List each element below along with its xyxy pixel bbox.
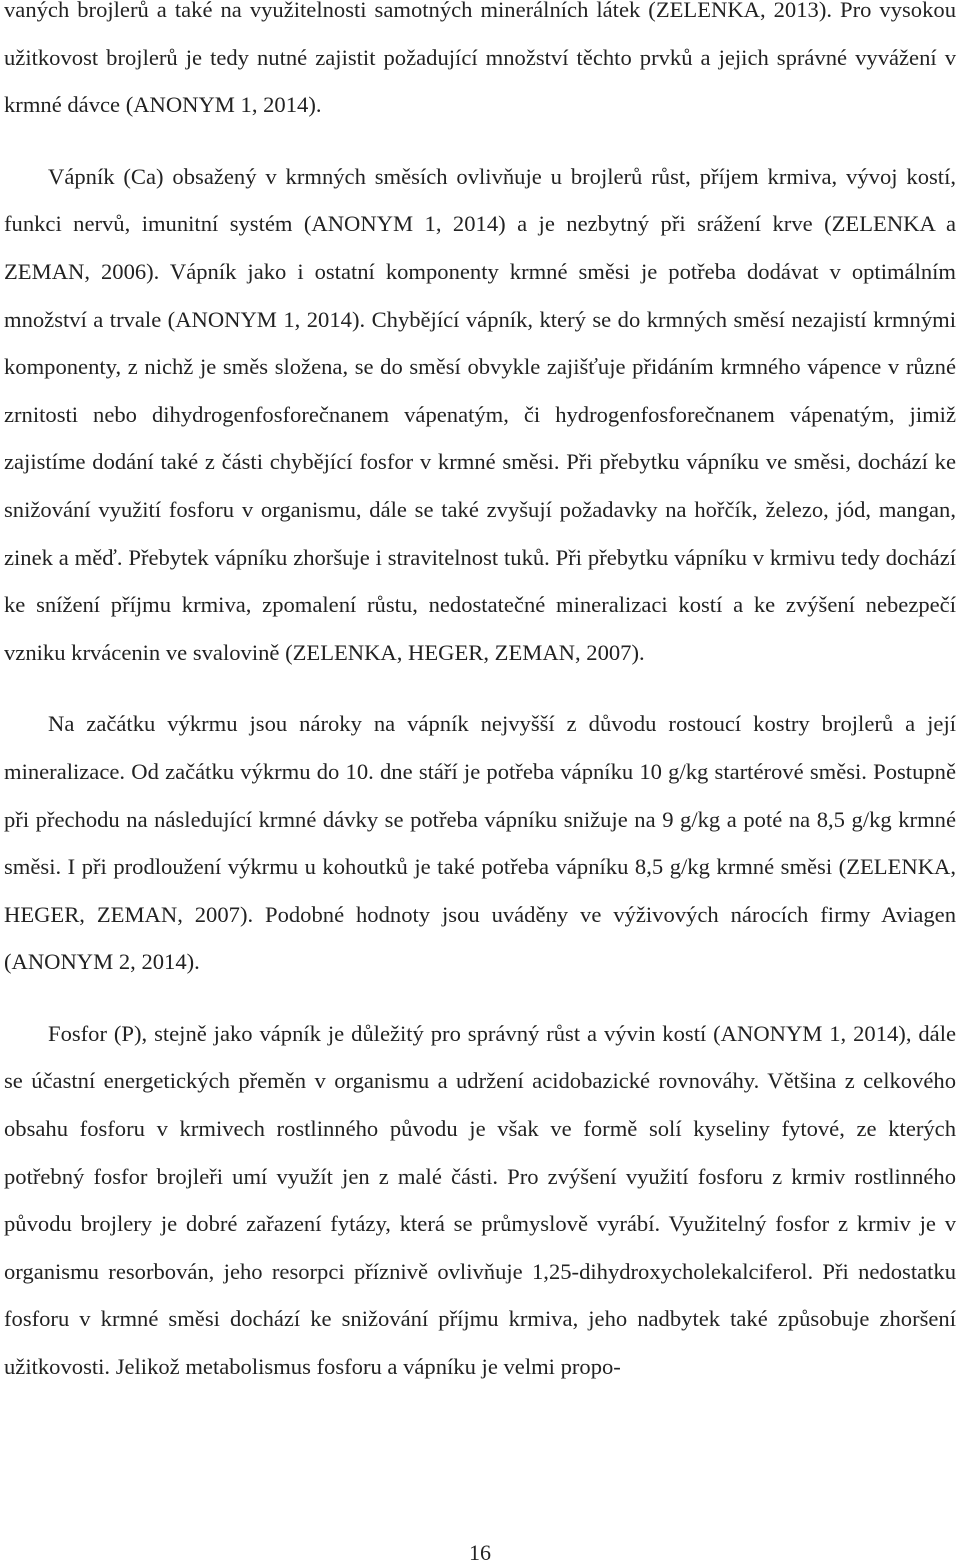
paragraph-phosphorus: Fosfor (P), stejně jako vápník je důležitý pro správný růst a vývin kostí (ANONYM 1, 2014), dále se účastní energetických přeměn v organismu a udržení acidobazické rovnováhy. Většina z celkového obsahu fosforu v krmivech rostlinného původu je však ve formě solí kyseliny fytové, ze kterých potřebný fosfor brojleři umí využít jen z malé části. Pro zvýšení využití fosforu z krmiv rostlinného původu brojlery je dobré zařazení fytázy, která se průmyslově vyrábí. Využitelný fosfor z krmiv je v organismu resorbován, jeho resorpci příznivě ovlivňuje 1,25-dihydroxycholekalciferol. Při nedostatku fosforu v krmné směsi dochází ke snižování příjmu krmiva, jeho nadbytek také způsobuje zhoršení užitkovosti. Jelikož metabolismus fosforu a vápníku je velmi propo- (4, 1020, 956, 1380)
document-page (4, 0, 956, 1391)
paragraph-calcium: Vápník (Ca) obsažený v krmných směsích ovlivňuje u brojlerů růst, příjem krmiva, vývoj kostí, funkci nervů, imunitní systém (ANONYM 1, 2014) a je nezbytný při srážení krve (ZELENKA a ZEMAN, 2006). Vápník jako i ostatní komponenty krmné směsi je potřeba dodávat v optimálním množství a trvale (ANONYM 1, 2014). Chybějící vápník, který se do krmných směsí nezajistí krmnými komponenty, z nichž je směs složena, se do směsí obvykle zajišťuje přidáním krmného vápence v různé zrnitosti nebo dihydrogenfosforečnanem vápenatým, či hydrogenfosforečnanem vápenatým, jimiž zajistíme dodání také z části chybějící fosfor v krmné směsi. Při přebytku vápníku ve směsi, dochází ke snižování využití fosforu v organismu, dále se také zvyšují požadavky na hořčík, železo, jód, mangan, zinek a měď. Přebytek vápníku zhoršuje i stravitelnost tuků. Při přebytku vápníku v krmivu tedy dochází ke snížení příjmu krmiva, zpomalení růstu, nedostatečné mineralizaci kostí a ke zvýšení nebezpečí vzniku krvácenin ve svalovině (ZELENKA, HEGER, ZEMAN, 2007). (4, 163, 956, 665)
paragraph-continued: vaných brojlerů a také na využitelnosti samotných minerálních látek (ZELENKA, 2013). Pro vysokou užitkovost brojlerů je tedy nutné zajistit požadující množství těchto prvků a jejich správné vyvážení v krmné dávce (ANONYM 1, 2014). (4, 0, 956, 118)
paragraph-calcium-requirements: Na začátku výkrmu jsou nároky na vápník nejvyšší z důvodu rostoucí kostry brojlerů a její mineralizace. Od začátku výkrmu do 10. dne stáří je potřeba vápníku 10 g/kg startérové směsi. Postupně při přechodu na následující krmné dávky se potřeba vápníku snižuje na 9 g/kg a poté na 8,5 g/kg krmné směsi. I při prodloužení výkrmu u kohoutků je také potřeba vápníku 8,5 g/kg krmné směsi (ZELENKA, HEGER, ZEMAN, 2007). Podobné hodnoty jsou uváděny ve výživových nárocích firmy Aviagen (ANONYM 2, 2014). (4, 711, 956, 975)
page-number: 16 (469, 1540, 491, 1565)
